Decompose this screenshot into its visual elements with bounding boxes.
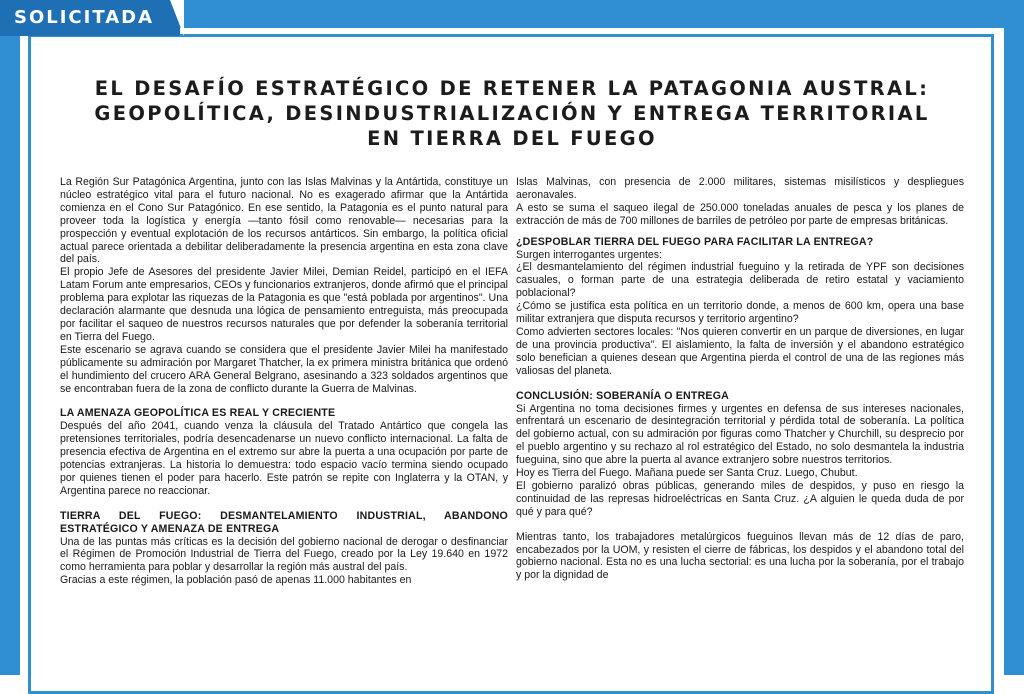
headline-line-1: EL DESAFÍO ESTRATÉGICO DE RETENER LA PATAGONIA AUSTRAL: <box>94 77 930 100</box>
section-tag: SOLICITADA <box>0 0 180 36</box>
section-tag-notch <box>170 0 184 36</box>
headline <box>40 76 984 151</box>
section-heading: TIERRA DEL FUEGO: DESMANTELAMIENTO INDUSTRIAL, ABANDONO ESTRATÉGICO Y AMENAZA DE ENTREGA <box>60 509 508 535</box>
headline-line-2: GEOPOLÍTICA, DESINDUSTRIALIZACIÓN Y ENTREGA TERRITORIAL <box>94 102 930 125</box>
left-column <box>60 176 508 587</box>
paragraph: Como advierten sectores locales: "Nos quieren convertir en un parque de diversiones, en lugar de una provincia productiva". El aislamiento, la falta de inversión y el abandono estratégico solo benefician a quienes desean que Argentina pierda el control de una de las regiones más valiosas del planeta. <box>516 325 964 377</box>
paragraph: Este escenario se agrava cuando se considera que el presidente Javier Milei ha manifestado públicamente su admiración por Margaret Thatcher, la ex primera ministra británica que ordenó el hundimiento del crucero ARA General Belgrano, asesinando a 323 soldados argentinos que se encontraban fuera de la zona de conflicto durante la Guerra de Malvinas. <box>60 343 508 395</box>
paragraph: Surgen interrogantes urgentes: <box>516 248 663 261</box>
paragraph: Mientras tanto, los trabajadores metalúrgicos fueguinos llevan más de 12 días de paro, encabezados por la UOM, y resisten el cierre de fábricas, los despidos y el abandono total del gobierno nacional. Esta no es una lucha sectorial: es una lucha por la soberanía, por el trabajo y por la dignidad de <box>516 530 964 582</box>
paragraph: Islas Malvinas, con presencia de 2.000 militares, sistemas misilísticos y despliegues aeronavales. <box>516 176 964 201</box>
paragraph: El propio Jefe de Asesores del presidente Javier Milei, Demian Reidel, participó en el IEFA Latam Forum ante empresarios, CEOs y funcionarios extranjeros, donde afirmó que el principal problema para explotar las riquezas de la Patagonia es que "está poblada por argentinos". Una declaración alarmante que desnuda una lógica de pensamiento entreguista, más preocupada por facilitar el saqueo de nuestros recursos naturales que por defender la soberanía territorial en Tierra del Fuego. <box>60 266 508 343</box>
paragraph: ¿El desmantelamiento del régimen industrial fueguino y la retirada de YPF son decisiones casuales, o forman parte de una estrategia deliberada de retiro estatal y vaciamiento poblacional? <box>516 261 964 300</box>
section-heading: ¿DESPOBLAR TIERRA DEL FUEGO PARA FACILITAR LA ENTREGA? <box>516 235 874 248</box>
paragraph: La Región Sur Patagónica Argentina, junto con las Islas Malvinas y la Antártida, constituye un núcleo estratégico vital para el futuro nacional. No es exagerado afirmar que la Antártida comienza en el Cono Sur Patagónico. En ese sentido, la Patagonia es el punto natural para proveer toda la logística y energía —tanto fósil como renovable— necesarias para la prospección y eventual explotación de los recursos antárticos. Sin embargo, la política oficial actual parece orientada a debilitar deliberadamente la presencia argentina en esta zona clave del país. <box>60 176 508 266</box>
section-heading: LA AMENAZA GEOPOLÍTICA ES REAL Y CRECIENTE <box>60 407 336 420</box>
paragraph: Si Argentina no toma decisiones firmes y urgentes en defensa de sus intereses nacionales, enfrentará un escenario de desintegración territorial y pérdida total de soberanía. La política del gobierno actual, con su admiración por figuras como Thatcher y Churchill, su desprecio por el pueblo argentino y su rechazo al rol estratégico del Estado, no solo desmantela la industria fueguina, sino que abre la puerta al avance extranjero sobre nuestros territorios. <box>516 402 964 467</box>
article <box>40 50 984 675</box>
right-column <box>516 176 964 582</box>
paragraph: A esto se suma el saqueo ilegal de 250.000 toneladas anuales de pesca y los planes de extracción de más de 700 millones de barriles de petróleo por parte de empresas británicas. <box>516 201 964 227</box>
paragraph: El gobierno paralizó obras públicas, generando miles de despidos, y puso en riesgo la continuidad de las represas hidroeléctricas en Santa Cruz. ¿A alguien le queda duda de por qué y para qué? <box>516 479 964 518</box>
headline-line-3: EN TIERRA DEL FUEGO <box>367 127 657 150</box>
paragraph: Hoy es Tierra del Fuego. Mañana puede ser Santa Cruz. Luego, Chubut. <box>516 467 858 480</box>
paragraph: Una de las puntas más críticas es la decisión del gobierno nacional de derogar o desfinanciar el Régimen de Promoción Industrial de Tierra del Fuego, creado por la Ley 19.640 en 1972 como herramienta para poblar y desarrollar la región más austral del país. <box>60 535 508 574</box>
top-strip <box>180 0 1024 28</box>
paragraph: Después del año 2041, cuando venza la cláusula del Tratado Antártico que congela las pretensiones territoriales, podría desencadenarse un nuevo conflicto internacional. La falta de presencia efectiva de Argentina en el extremo sur abre la puerta a una ocupación por parte de potencias extranjeras. La historia lo demuestra: todo espacio vacío termina siendo ocupado por quienes tienen el poder para hacerlo. Este patrón se repite con Inglaterra y la OTAN, y Argentina parece no reaccionar. <box>60 420 508 497</box>
section-heading: CONCLUSIÓN: SOBERANÍA O ENTREGA <box>516 389 729 402</box>
paragraph: Gracias a este régimen, la población pasó de apenas 11.000 habitantes en <box>60 574 412 587</box>
paragraph: ¿Cómo se justifica esta política en un territorio donde, a menos de 600 km, opera una base militar extranjera que disputa recursos y territorio argentino? <box>516 300 964 326</box>
